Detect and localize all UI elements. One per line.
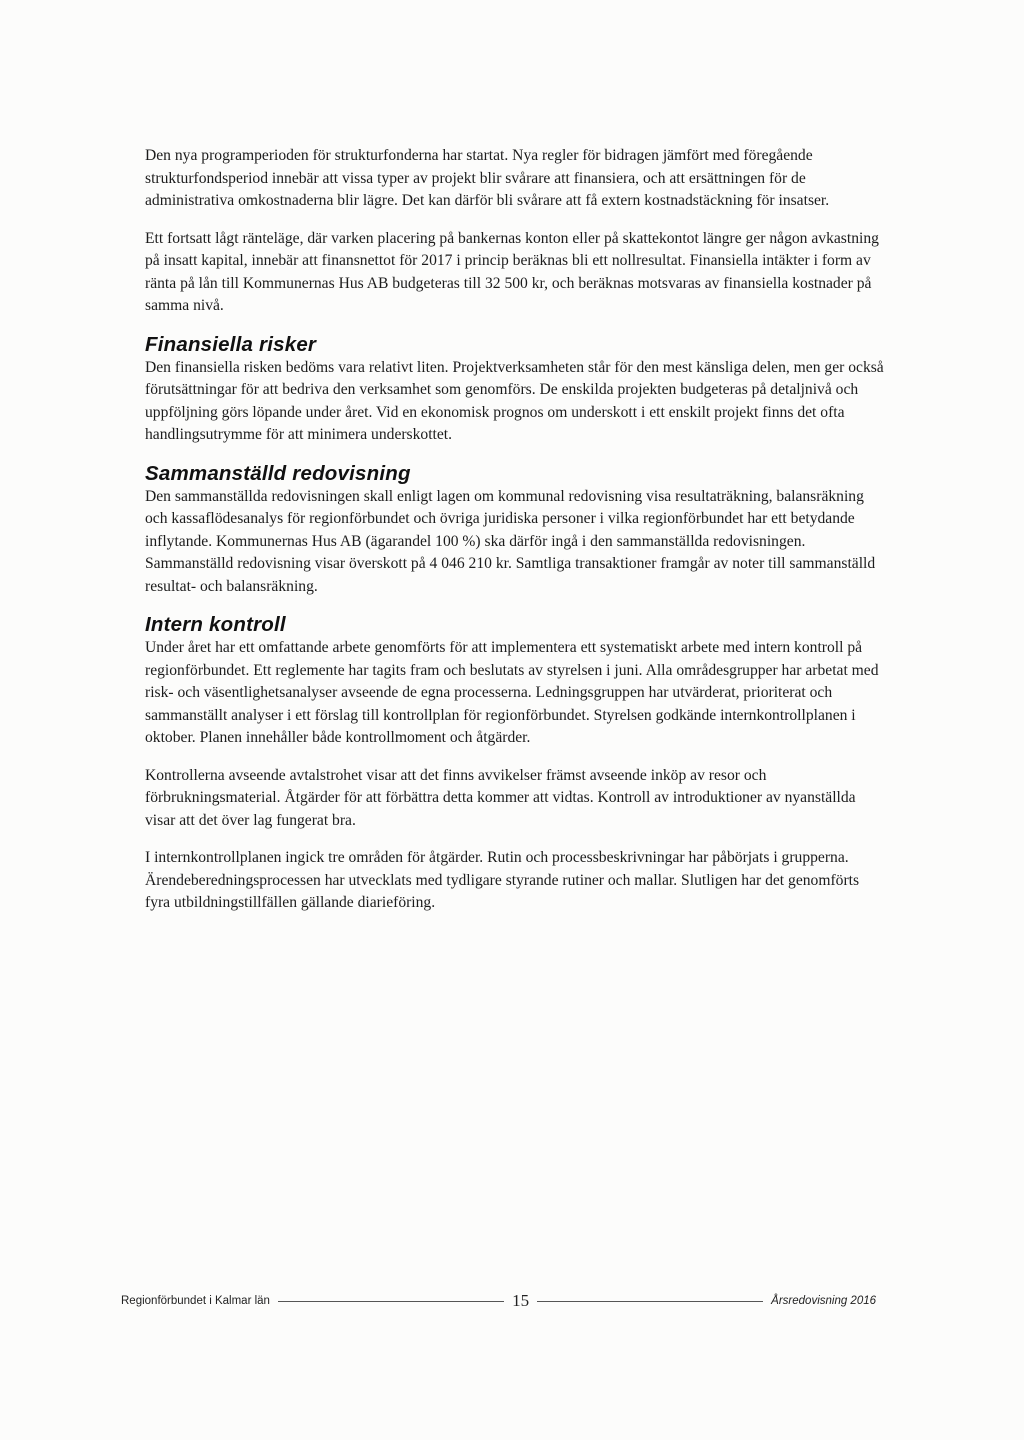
- heading-sammanstalld-redovisning: Sammanställd redovisning: [145, 461, 411, 485]
- intern-kontroll-paragraph-1: Under året har ett omfattande arbete genomförts för att implementera ett systematiskt arbete med intern kontroll på regionförbundet. Ett reglemente har tagits fram och beslutats av styrelsen i juni. Alla områdesgrupper har arbetat med risk- och väsentlighetsanalyser avseende de egna processerna. Ledningsgruppen har utvärderat, prioriterat och sammanställt analyser i ett förslag till kontrollplan för regionförbundet. Styrelsen godkände internkontrollplanen i oktober. Planen innehåller både kontrollmoment och åtgärder.: [145, 639, 879, 746]
- page-footer: [121, 1290, 876, 1312]
- footer-organization: Regionförbundet i Kalmar län: [121, 1295, 270, 1307]
- page-content: [145, 145, 885, 930]
- footer-document-title: Årsredovisning 2016: [771, 1295, 877, 1307]
- heading-intern-kontroll: Intern kontroll: [145, 613, 286, 636]
- footer-page-number: 15: [512, 1291, 530, 1310]
- sammanstalld-redovisning-paragraph: Den sammanställda redovisningen skall enligt lagen om kommunal redovisning visa resultaträkning, balansräkning och kassaflödesanalys för regionförbundet och övriga juridiska personer i vilka regionförbundet har ett betydande inflytande. Kommunernas Hus AB (ägarandel 100 %) ska därför ingå i den sammanställda redovisningen. Sammanställd redovisning visar överskott på 4 046 210 kr. Samtliga transaktioner framgår av noter till sammanställd resultat- och balansräkning.: [145, 487, 876, 595]
- finansiella-risker-paragraph: Den finansiella risken bedöms vara relativt liten. Projektverksamheten står för den mest känsliga delen, men ger också förutsättningar för att bedriva den verksamhet som genomförs. De enskilda projekten budgeteras på detaljnivå och uppföljning görs löpande under året. Vid en ekonomisk prognos om underskott i ett enskilt projekt finns det ofta handlingsutrymme för att minimera underskottet.: [145, 358, 884, 443]
- intern-kontroll-paragraph-3: I internkontrollplanen ingick tre områden för åtgärder. Rutin och processbeskrivningar har påbörjats i grupperna. Ärendeberedningsprocessen har utvecklats med tydligare styrande rutiner och mallar. Slutligen har det genomförts fyra utbildningstillfällen gällande diarieföring.: [145, 849, 860, 911]
- heading-finansiella-risker: Finansiella risker: [145, 332, 317, 356]
- intro-paragraph-1: Den nya programperioden för strukturfonderna har startat. Nya regler för bidragen jämfört med föregående strukturfondsperiod innebär att vissa typer av projekt blir svårare att finansiera, och att ersättningen för de administrativa omkostnaderna blir lägre. Det kan därför bli svårare att få extern kostnadstäckning för insatser.: [145, 147, 830, 209]
- footer-rule-left: [278, 1301, 504, 1302]
- intern-kontroll-paragraph-2: Kontrollerna avseende avtalstrohet visar att det finns avvikelser främst avseende inköp av resor och förbrukningsmaterial. Åtgärder för att förbättra detta kommer att vidtas. Kontroll av introduktioner av nyanställda visar att det över lag fungerat bra.: [145, 766, 856, 829]
- intro-paragraph-2: Ett fortsatt lågt ränteläge, där varken placering på bankernas konton eller på skattekontot längre ger någon avkastning på insatt kapital, innebär att finansnettot för 2017 i princip beräknas bli ett nollresultat. Finansiella intäkter i form av ränta på lån till Kommunernas Hus AB budgeteras till 32 500 kr, och beräknas motsvaras av finansiella kostnader på samma nivå.: [145, 229, 879, 314]
- footer-rule-right: [537, 1301, 763, 1302]
